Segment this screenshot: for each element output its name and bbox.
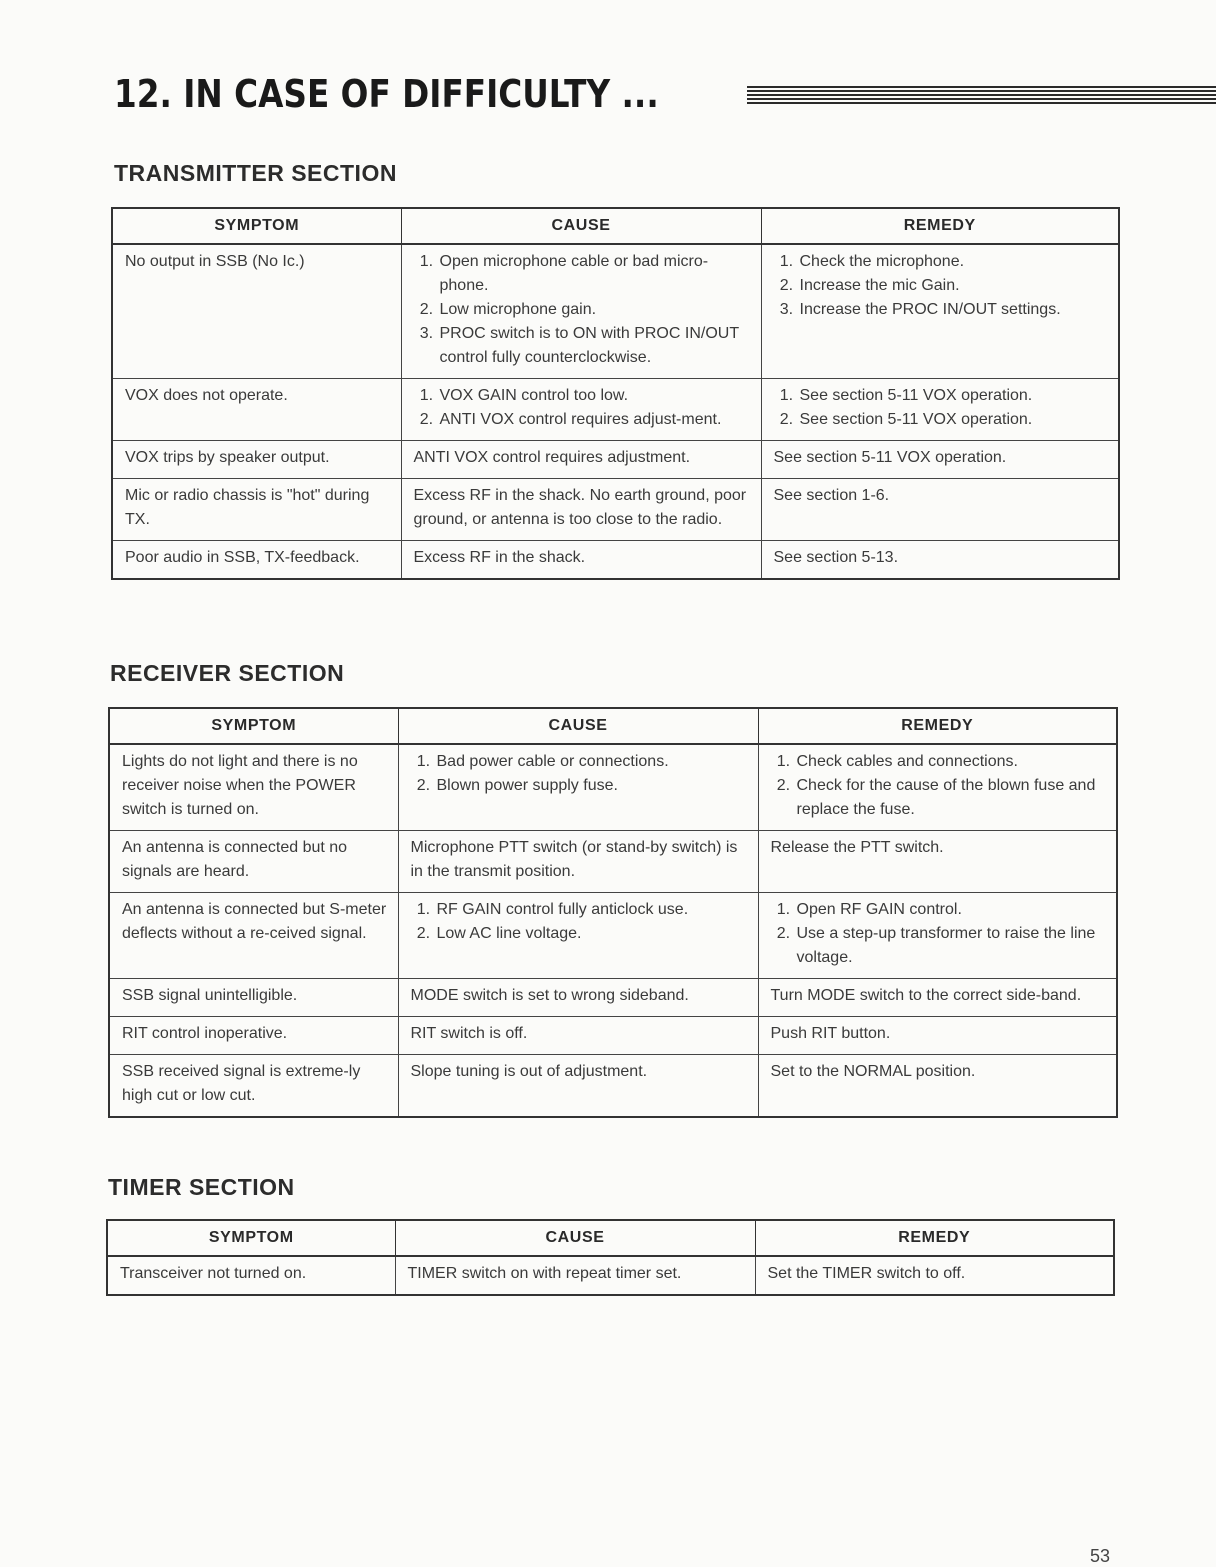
symptom-cell: No output in SSB (No Ic.) — [112, 244, 401, 379]
cause-cell: MODE switch is set to wrong sideband. — [398, 979, 758, 1017]
receiver-section-heading: RECEIVER SECTION — [110, 660, 345, 686]
remedy-cell: Set to the NORMAL position. — [758, 1055, 1117, 1118]
remedy-cell: Push RIT button. — [758, 1017, 1117, 1055]
remedy-list-item: 2. Increase the mic Gain. — [798, 274, 1109, 298]
header-row — [107, 1220, 1114, 1256]
cause-list-item: 1. Bad power cable or connections. — [435, 750, 748, 774]
cause-list — [411, 898, 748, 946]
symptom-column-header: SYMPTOM — [109, 708, 398, 744]
cause-list-item: 3. PROC switch is to ON with PROC IN/OUT control fully counterclockwise. — [438, 322, 751, 370]
cause-list — [411, 750, 748, 798]
remedy-cell: See section 5-11 VOX operation. — [761, 441, 1119, 479]
symptom-cell: RIT control inoperative. — [109, 1017, 398, 1055]
cause-column-header: CAUSE — [401, 208, 761, 244]
remedy-list-item: 1. See section 5-11 VOX operation. — [798, 384, 1109, 408]
page-title: 12. IN CASE OF DIFFICULTY ... — [114, 72, 659, 116]
table-row — [112, 479, 1119, 541]
table-row — [109, 831, 1117, 893]
remedy-column-header: REMEDY — [755, 1220, 1114, 1256]
remedy-list-item: 1. Check cables and connections. — [795, 750, 1107, 774]
table-row — [109, 744, 1117, 831]
symptom-column-header: SYMPTOM — [112, 208, 401, 244]
symptom-cell: VOX trips by speaker output. — [112, 441, 401, 479]
cause-cell: Excess RF in the shack. — [401, 541, 761, 580]
receiver-table — [108, 707, 1118, 1118]
cause-cell: RIT switch is off. — [398, 1017, 758, 1055]
transmitter-section-heading: TRANSMITTER SECTION — [114, 160, 397, 186]
table-row — [112, 441, 1119, 479]
title-rule — [747, 86, 1216, 106]
remedy-list-item: 2. Check for the cause of the blown fuse and replace the fuse. — [795, 774, 1107, 822]
title-row — [114, 72, 1216, 116]
cause-cell — [401, 244, 761, 379]
cause-cell: Excess RF in the shack. No earth ground, poor ground, or antenna is too close to the radio. — [401, 479, 761, 541]
cause-cell — [398, 744, 758, 831]
symptom-cell: SSB signal unintelligible. — [109, 979, 398, 1017]
remedy-list-item: 1. Open RF GAIN control. — [795, 898, 1107, 922]
cause-list-item: 1. Open microphone cable or bad micro-phone. — [438, 250, 751, 298]
remedy-list — [771, 898, 1107, 970]
remedy-cell — [758, 744, 1117, 831]
cause-list — [414, 384, 751, 432]
remedy-cell: See section 5-13. — [761, 541, 1119, 580]
remedy-cell: Turn MODE switch to the correct side-band. — [758, 979, 1117, 1017]
remedy-list-item: 3. Increase the PROC IN/OUT settings. — [798, 298, 1109, 322]
transmitter-table — [111, 207, 1120, 580]
symptom-cell: Mic or radio chassis is "hot" during TX. — [112, 479, 401, 541]
remedy-list-item: 1. Check the microphone. — [798, 250, 1109, 274]
remedy-cell: Release the PTT switch. — [758, 831, 1117, 893]
remedy-list-item: 2. Use a step-up transformer to raise the line voltage. — [795, 922, 1107, 970]
table-row — [112, 379, 1119, 441]
cause-column-header: CAUSE — [395, 1220, 755, 1256]
table-row — [109, 979, 1117, 1017]
remedy-list — [771, 750, 1107, 822]
cause-column-header: CAUSE — [398, 708, 758, 744]
table-row — [112, 541, 1119, 580]
cause-list-item: 2. Low microphone gain. — [438, 298, 751, 322]
symptom-cell: SSB received signal is extreme-ly high cut or low cut. — [109, 1055, 398, 1118]
timer-table — [106, 1219, 1115, 1296]
table-row — [109, 1017, 1117, 1055]
remedy-cell — [761, 244, 1119, 379]
symptom-cell: An antenna is connected but S-meter deflects without a re-ceived signal. — [109, 893, 398, 979]
timer-section-heading: TIMER SECTION — [108, 1174, 295, 1200]
table-row — [109, 1055, 1117, 1118]
table-row — [107, 1256, 1114, 1295]
cause-list — [414, 250, 751, 370]
cause-cell: Slope tuning is out of adjustment. — [398, 1055, 758, 1118]
cause-list-item: 1. VOX GAIN control too low. — [438, 384, 751, 408]
cause-list-item: 2. Low AC line voltage. — [435, 922, 748, 946]
cause-cell — [401, 379, 761, 441]
symptom-cell: Transceiver not turned on. — [107, 1256, 395, 1295]
cause-cell: Microphone PTT switch (or stand-by switch) is in the transmit position. — [398, 831, 758, 893]
remedy-list — [774, 250, 1109, 322]
page-number: 53 — [1089, 1546, 1110, 1566]
cause-cell: TIMER switch on with repeat timer set. — [395, 1256, 755, 1295]
cause-list-item: 1. RF GAIN control fully anticlock use. — [435, 898, 748, 922]
symptom-cell: An antenna is connected but no signals are heard. — [109, 831, 398, 893]
remedy-cell: See section 1-6. — [761, 479, 1119, 541]
cause-list-item: 2. ANTI VOX control requires adjust-ment. — [438, 408, 751, 432]
cause-cell: ANTI VOX control requires adjustment. — [401, 441, 761, 479]
remedy-column-header: REMEDY — [761, 208, 1119, 244]
remedy-cell — [758, 893, 1117, 979]
cause-cell — [398, 893, 758, 979]
symptom-cell: Poor audio in SSB, TX-feedback. — [112, 541, 401, 580]
remedy-list — [774, 384, 1109, 432]
cause-list-item: 2. Blown power supply fuse. — [435, 774, 748, 798]
table-row — [109, 893, 1117, 979]
remedy-column-header: REMEDY — [758, 708, 1117, 744]
symptom-cell: VOX does not operate. — [112, 379, 401, 441]
header-row — [109, 708, 1117, 744]
remedy-cell: Set the TIMER switch to off. — [755, 1256, 1114, 1295]
header-row — [112, 208, 1119, 244]
remedy-list-item: 2. See section 5-11 VOX operation. — [798, 408, 1109, 432]
symptom-cell: Lights do not light and there is no receiver noise when the POWER switch is turned on. — [109, 744, 398, 831]
remedy-cell — [761, 379, 1119, 441]
table-row — [112, 244, 1119, 379]
symptom-column-header: SYMPTOM — [107, 1220, 395, 1256]
